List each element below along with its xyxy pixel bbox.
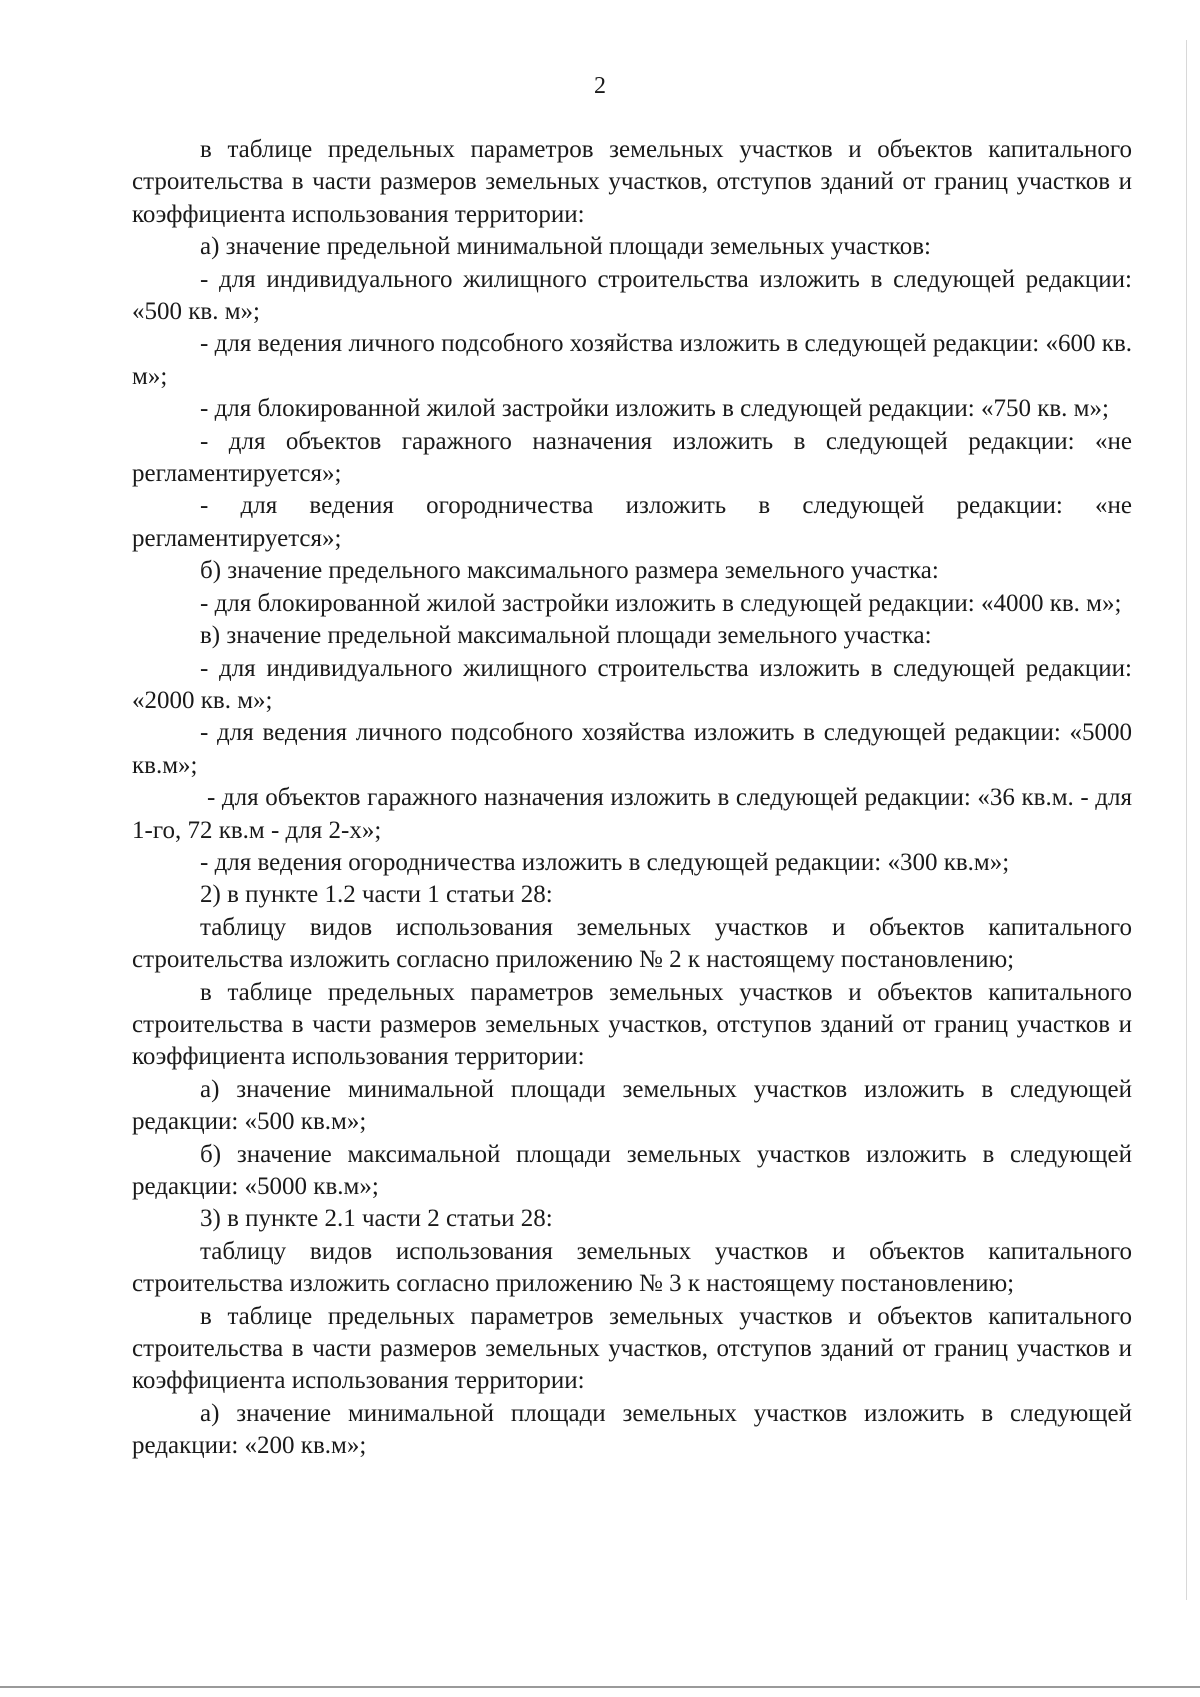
- document-paragraph: а) значение предельной минимальной площади земельных участков:: [200, 233, 932, 261]
- document-paragraph: в таблице предельных параметров земельных участков и объектов капитального строительства в части размеров земельных участков, отступов зданий от границ участков и коэффициента использования территории:: [132, 136, 1132, 228]
- document-paragraph: б) значение предельного максимального размера земельного участка:: [200, 557, 939, 585]
- document-paragraph: - для индивидуального жилищного строительства изложить в следующей редакции: «2000 кв. м»;: [132, 654, 1132, 714]
- document-paragraph: 3) в пункте 2.1 части 2 статьи 28:: [200, 1205, 553, 1233]
- document-body: [132, 134, 1132, 1463]
- page-bottom-rule: [0, 1686, 1200, 1688]
- document-paragraph: а) значение минимальной площади земельных участков изложить в следующей редакции: «500 кв.м»;: [132, 1075, 1132, 1136]
- document-paragraph: - для ведения огородничества изложить в следующей редакции: «не регламентируется»;: [132, 492, 1132, 552]
- document-paragraph: - для блокированной жилой застройки изложить в следующей редакции: «4000 кв. м»;: [200, 589, 1122, 617]
- document-paragraph: б) значение максимальной площади земельных участков изложить в следующей редакции: «5000 кв.м»;: [132, 1140, 1132, 1200]
- document-paragraph: таблицу видов использования земельных участков и объектов капитального строительства изложить согласно приложению № 3 к настоящему постановлению;: [132, 1237, 1132, 1298]
- page-number: 2: [594, 73, 606, 99]
- document-paragraph: - для ведения личного подсобного хозяйства изложить в следующей редакции: «5000 кв.м»;: [132, 719, 1132, 779]
- document-paragraph: - для блокированной жилой застройки изложить в следующей редакции: «750 кв. м»;: [200, 395, 1109, 423]
- document-paragraph: а) значение минимальной площади земельных участков изложить в следующей редакции: «200 кв.м»;: [132, 1399, 1132, 1460]
- document-paragraph: - для ведения личного подсобного хозяйства изложить в следующей редакции: «600 кв. м»;: [132, 330, 1132, 390]
- document-paragraph: - для объектов гаражного назначения изложить в следующей редакции: «не регламентируется»;: [132, 427, 1132, 488]
- document-paragraph: - для ведения огородничества изложить в следующей редакции: «300 кв.м»;: [200, 848, 1010, 876]
- document-paragraph: 2) в пункте 1.2 части 1 статьи 28:: [200, 881, 553, 909]
- document-paragraph: в таблице предельных параметров земельных участков и объектов капитального строительства в части размеров земельных участков, отступов зданий от границ участков и коэффициента использования территории:: [132, 1302, 1132, 1395]
- document-paragraph: - для объектов гаражного назначения изложить в следующей редакции: «36 кв.м. - для 1-го, 72 кв.м - для 2-х»;: [132, 784, 1132, 844]
- document-paragraph: в таблице предельных параметров земельных участков и объектов капитального строительства в части размеров земельных участков, отступов зданий от границ участков и коэффициента использования территории:: [132, 978, 1132, 1071]
- document-paragraph: таблицу видов использования земельных участков и объектов капитального строительства изложить согласно приложению № 2 к настоящему постановлению;: [132, 913, 1132, 974]
- document-paragraph: в) значение предельной максимальной площади земельного участка:: [200, 622, 932, 650]
- scan-edge-line: [1186, 40, 1187, 1600]
- document-paragraph: - для индивидуального жилищного строительства изложить в следующей редакции: «500 кв. м»;: [132, 265, 1132, 326]
